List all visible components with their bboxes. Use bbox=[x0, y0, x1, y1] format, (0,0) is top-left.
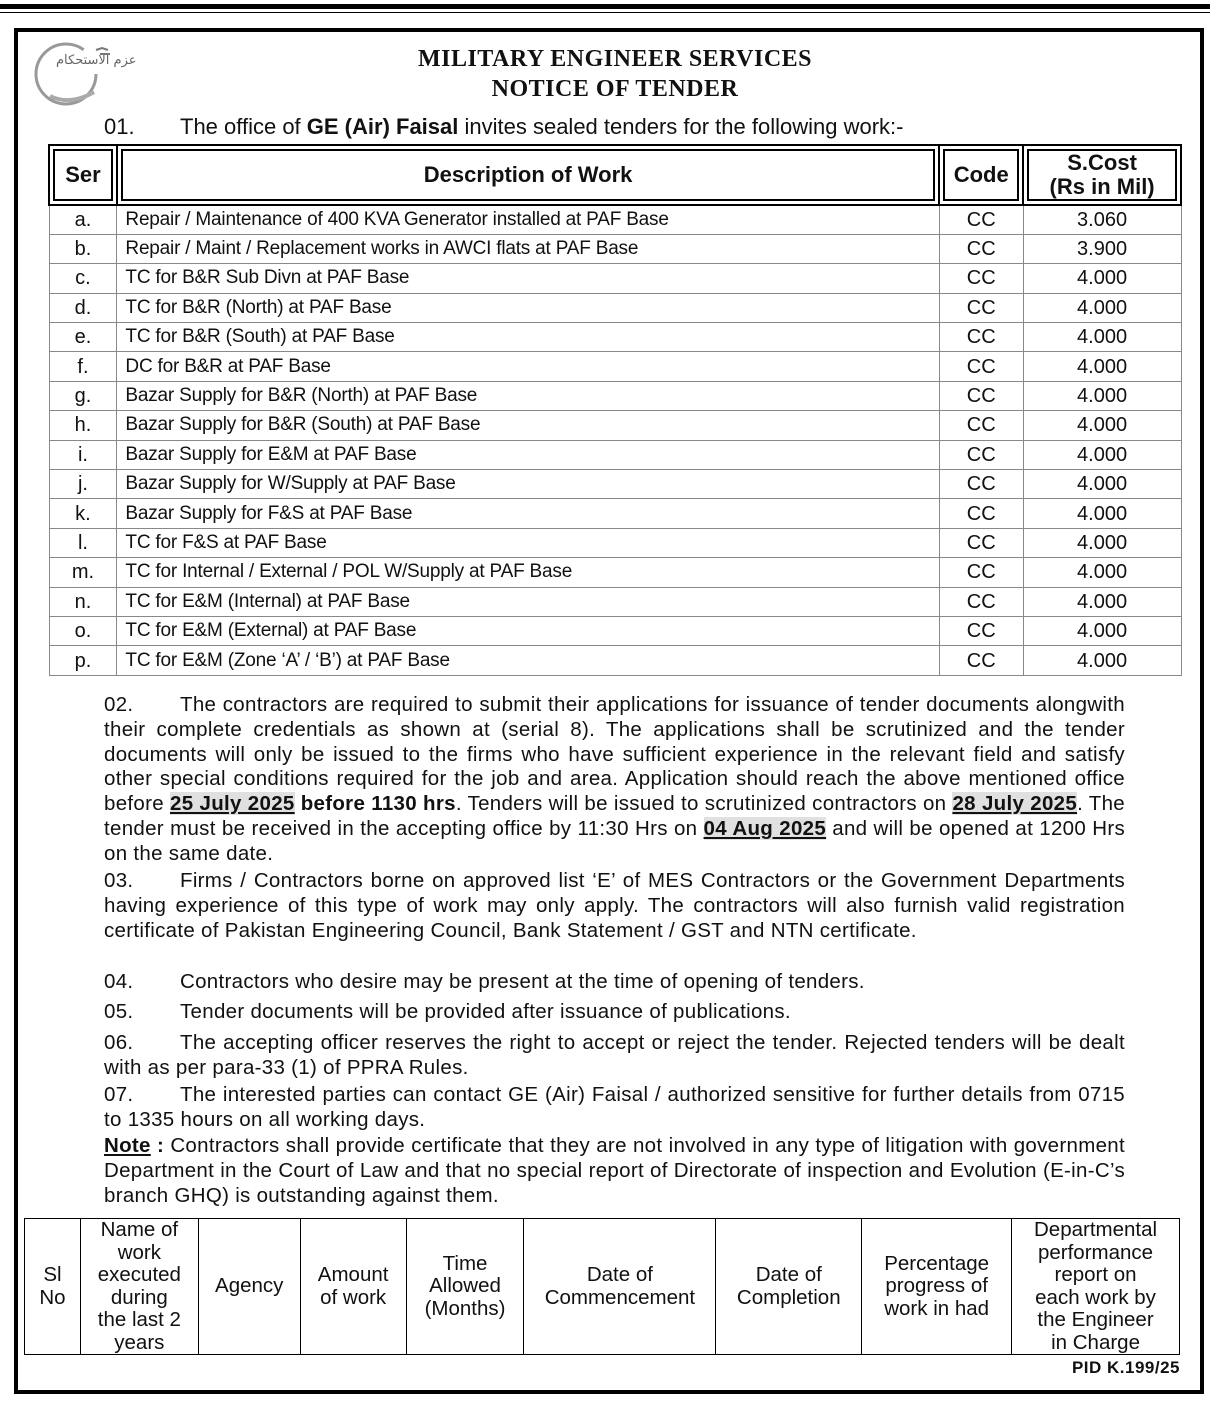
header-amount-of-work: Amount of work bbox=[300, 1219, 406, 1355]
cell-ser: e. bbox=[49, 323, 117, 352]
office-name: GE (Air) Faisal bbox=[306, 114, 459, 139]
application-deadline-time: before 1130 hrs bbox=[294, 792, 456, 816]
notice-header bbox=[0, 44, 1230, 104]
cell-ser: n. bbox=[49, 587, 117, 616]
top-rule bbox=[0, 4, 1210, 9]
works-table-row bbox=[49, 264, 1181, 293]
works-table-row bbox=[49, 587, 1181, 616]
experience-table bbox=[24, 1218, 1180, 1355]
works-table-row bbox=[49, 616, 1181, 645]
note-paragraph: Note : Contractors shall provide certificate that they are not involved in any type of litigation with government Department in the Court of Law and that no special report of Directorate of inspection and Evolution (E-in-C’s branch GHQ) is outstanding against them. bbox=[104, 1134, 1125, 1207]
cell-desc: DC for B&R at PAF Base bbox=[117, 352, 939, 381]
cell-ser: m. bbox=[49, 558, 117, 587]
works-table bbox=[48, 144, 1182, 676]
cell-code: CC bbox=[939, 616, 1023, 645]
experience-table-header bbox=[25, 1219, 1180, 1355]
cell-ser: b. bbox=[49, 234, 117, 263]
cell-ser: c. bbox=[49, 264, 117, 293]
cell-code: CC bbox=[939, 558, 1023, 587]
cell-code: CC bbox=[939, 352, 1023, 381]
cell-desc: TC for E&M (External) at PAF Base bbox=[117, 616, 939, 645]
cell-cost: 4.000 bbox=[1023, 352, 1181, 381]
cell-desc: TC for B&R (North) at PAF Base bbox=[117, 293, 939, 322]
works-table-header bbox=[49, 145, 1181, 205]
cell-cost: 4.000 bbox=[1023, 616, 1181, 645]
cell-ser: k. bbox=[49, 499, 117, 528]
cell-code: CC bbox=[939, 205, 1023, 234]
cell-ser: g. bbox=[49, 381, 117, 410]
cell-desc: TC for E&M (Internal) at PAF Base bbox=[117, 587, 939, 616]
cell-desc: TC for F&S at PAF Base bbox=[117, 528, 939, 557]
works-table-row bbox=[49, 558, 1181, 587]
cell-desc: TC for Internal / External / POL W/Supply at PAF Base bbox=[117, 558, 939, 587]
cell-desc: Bazar Supply for W/Supply at PAF Base bbox=[117, 470, 939, 499]
works-table-row bbox=[49, 293, 1181, 322]
cell-ser: d. bbox=[49, 293, 117, 322]
para-04: 04. Contractors who desire may be present at the time of opening of tenders. bbox=[104, 970, 865, 993]
application-deadline-date: 25 July 2025 bbox=[170, 792, 295, 816]
header-code: Code bbox=[939, 145, 1023, 205]
cell-code: CC bbox=[939, 323, 1023, 352]
cell-ser: h. bbox=[49, 411, 117, 440]
works-table-row bbox=[49, 499, 1181, 528]
works-table-row bbox=[49, 323, 1181, 352]
top-rule-thin bbox=[0, 12, 1210, 13]
header-agency: Agency bbox=[198, 1219, 300, 1355]
para-07: 07. The interested parties can contact GE (Air) Faisal / authorized sensitive for further details from 0715 to 1335 hours on all working days. bbox=[104, 1083, 1125, 1131]
cell-code: CC bbox=[939, 293, 1023, 322]
note-label: Note bbox=[104, 1134, 151, 1157]
cell-cost: 4.000 bbox=[1023, 646, 1181, 675]
cell-code: CC bbox=[939, 381, 1023, 410]
cell-code: CC bbox=[939, 470, 1023, 499]
cell-code: CC bbox=[939, 587, 1023, 616]
cell-desc: Bazar Supply for E&M at PAF Base bbox=[117, 440, 939, 469]
works-table-row bbox=[49, 646, 1181, 675]
header-percentage-progress: Percentage progress of work in had bbox=[862, 1219, 1012, 1355]
logo-text: عزم الاستحکام bbox=[56, 53, 137, 68]
cell-code: CC bbox=[939, 234, 1023, 263]
cell-cost: 4.000 bbox=[1023, 411, 1181, 440]
cell-desc: TC for B&R (South) at PAF Base bbox=[117, 323, 939, 352]
cell-ser: o. bbox=[49, 616, 117, 645]
cell-cost: 4.000 bbox=[1023, 558, 1181, 587]
header-sl-no: Sl No bbox=[25, 1219, 81, 1355]
cell-desc: TC for B&R Sub Divn at PAF Base bbox=[117, 264, 939, 293]
submission-date: 04 Aug 2025 bbox=[703, 816, 827, 840]
cell-ser: a. bbox=[49, 205, 117, 234]
header-date-of-commencement: Date of Commencement bbox=[524, 1219, 716, 1355]
cell-code: CC bbox=[939, 499, 1023, 528]
cell-desc: Bazar Supply for B&R (South) at PAF Base bbox=[117, 411, 939, 440]
cell-code: CC bbox=[939, 411, 1023, 440]
works-table-row bbox=[49, 411, 1181, 440]
cell-cost: 4.000 bbox=[1023, 587, 1181, 616]
para-number: 01. bbox=[104, 114, 135, 139]
works-table-row bbox=[49, 470, 1181, 499]
para-05: 05. Tender documents will be provided after issuance of publications. bbox=[104, 1000, 791, 1023]
cell-ser: l. bbox=[49, 528, 117, 557]
header-time-allowed: Time Allowed (Months) bbox=[406, 1219, 524, 1355]
cell-cost: 4.000 bbox=[1023, 323, 1181, 352]
cell-code: CC bbox=[939, 264, 1023, 293]
notice-title: NOTICE OF TENDER bbox=[491, 76, 739, 102]
header-desc: Description of Work bbox=[117, 145, 939, 205]
cell-desc: Repair / Maint / Replacement works in AWCI flats at PAF Base bbox=[117, 234, 939, 263]
issue-date: 28 July 2025 bbox=[952, 792, 1078, 816]
cell-cost: 4.000 bbox=[1023, 381, 1181, 410]
cell-cost: 3.900 bbox=[1023, 234, 1181, 263]
cell-cost: 4.000 bbox=[1023, 264, 1181, 293]
works-table-row bbox=[49, 381, 1181, 410]
cell-cost: 4.000 bbox=[1023, 293, 1181, 322]
para-02: 02. The contractors are required to submit their applications for issuance of tender documents alongwith their complete credentials as shown at (serial 8). The applications shall be scrutinized and the tender documents will only be issued to the firms who have sufficient experience in the relevant field and satisfy other special conditions required for the job and area. Application should reach the above mentioned office before 25 July 2025 before 1130 hrs. Tenders will be issued to scrutinized contractors on 28 July 2025. The tender must be received in the accepting office by 11:30 Hrs on 04 Aug 2025 and will be opened at 1200 Hrs on the same date. bbox=[104, 693, 1126, 865]
cell-desc: TC for E&M (Zone ‘A’ / ‘B’) at PAF Base bbox=[117, 646, 939, 675]
works-table-row bbox=[49, 440, 1181, 469]
cell-cost: 4.000 bbox=[1023, 528, 1181, 557]
works-table-row bbox=[49, 205, 1181, 234]
cell-ser: p. bbox=[49, 646, 117, 675]
cell-desc: Bazar Supply for B&R (North) at PAF Base bbox=[117, 381, 939, 410]
para-03: 03. Firms / Contractors borne on approved list ‘E’ of MES Contractors or the Government Departments having experience of this type of work may only apply. The contractors will also furnish valid registration certificate of Pakistan Engineering Council, Bank Statement / GST and NTN certificate. bbox=[104, 869, 1125, 942]
org-title: MILITARY ENGINEER SERVICES bbox=[417, 46, 813, 72]
header-cost: S.Cost (Rs in Mil) bbox=[1023, 145, 1181, 205]
para-06: 06. The accepting officer reserves the right to accept or reject the tender. Rejected tenders will be dealt with as per para-33 (1) of PPRA Rules. bbox=[104, 1031, 1125, 1079]
pid-number: PID K.199/25 bbox=[1071, 1358, 1180, 1377]
cell-cost: 3.060 bbox=[1023, 205, 1181, 234]
works-table-row bbox=[49, 234, 1181, 263]
header-ser: Ser bbox=[49, 145, 117, 205]
cell-code: CC bbox=[939, 440, 1023, 469]
cell-cost: 4.000 bbox=[1023, 470, 1181, 499]
works-table-row bbox=[49, 352, 1181, 381]
header-date-of-completion: Date of Completion bbox=[716, 1219, 862, 1355]
cell-code: CC bbox=[939, 646, 1023, 675]
intro-paragraph: 01. The office of GE (Air) Faisal invites sealed tenders for the following work:- bbox=[104, 114, 904, 139]
header-name-of-work: Name of work executed during the last 2 years bbox=[80, 1219, 198, 1355]
cell-ser: j. bbox=[49, 470, 117, 499]
cell-ser: f. bbox=[49, 352, 117, 381]
cell-desc: Bazar Supply for F&S at PAF Base bbox=[117, 499, 939, 528]
cell-code: CC bbox=[939, 528, 1023, 557]
works-table-row bbox=[49, 528, 1181, 557]
header-departmental-performance: Departmental performance report on each work by the Engineer in Charge bbox=[1012, 1219, 1180, 1355]
cell-ser: i. bbox=[49, 440, 117, 469]
cell-desc: Repair / Maintenance of 400 KVA Generator installed at PAF Base bbox=[117, 205, 939, 234]
cell-cost: 4.000 bbox=[1023, 440, 1181, 469]
cell-cost: 4.000 bbox=[1023, 499, 1181, 528]
